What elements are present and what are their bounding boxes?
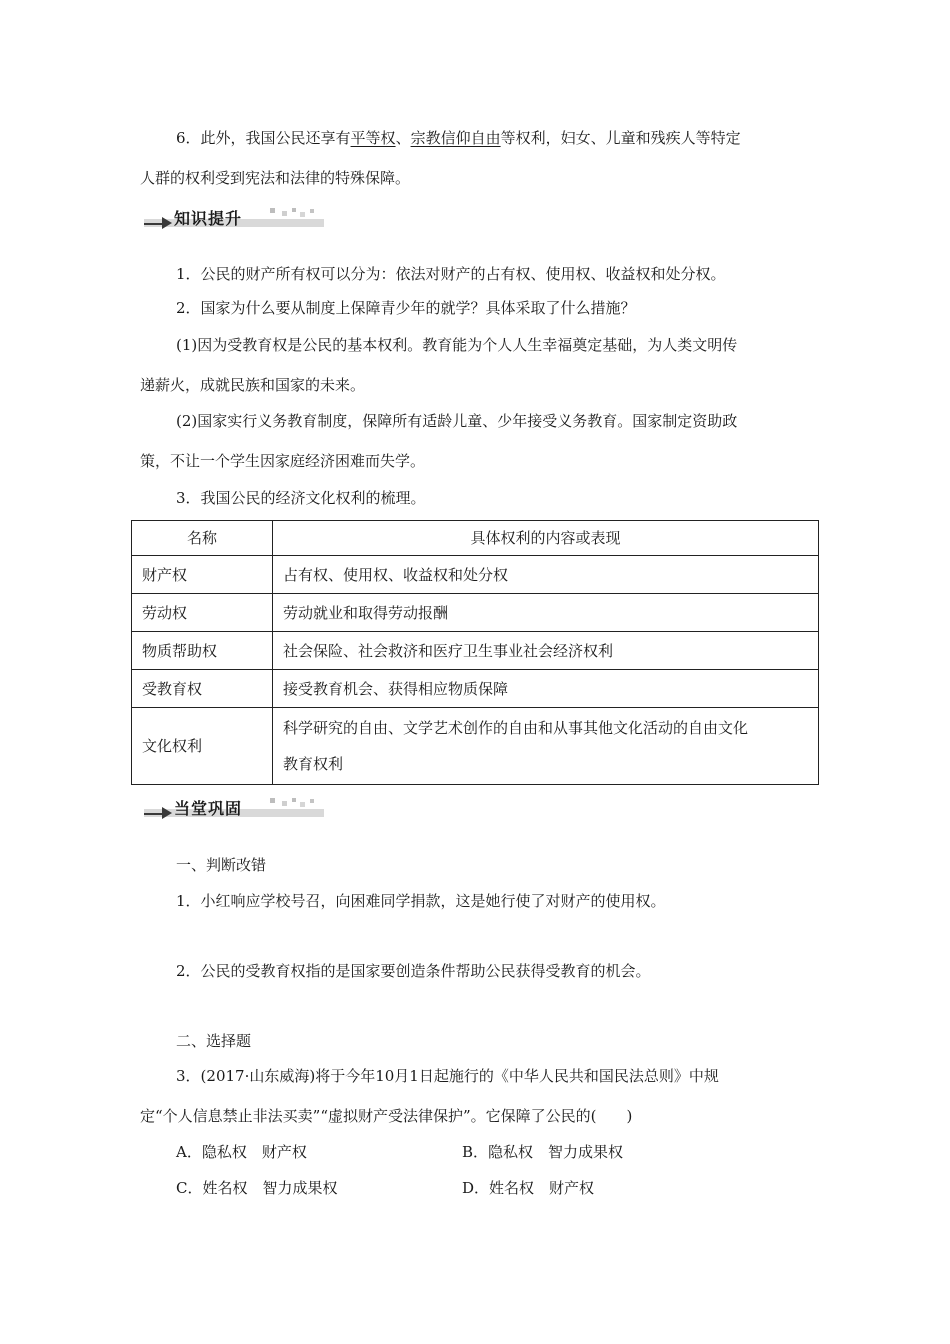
question-1: 1．小红响应学校号召，向困难同学捐款，这是她行使了对财产的使用权。 bbox=[176, 892, 666, 910]
table-cell-name: 文化权利 bbox=[132, 708, 273, 785]
option-a: A．隐私权 财产权 bbox=[176, 1143, 307, 1161]
knowledge-point-2: 2．国家为什么要从制度上保障青少年的就学？具体采取了什么措施？ bbox=[176, 299, 636, 317]
intro-text-suffix: 等权利，妇女、儿童和残疾人等特定 bbox=[500, 129, 741, 147]
question-2: 2．公民的受教育权指的是国家要创造条件帮助公民获得受教育的机会。 bbox=[176, 962, 651, 980]
intro-separator: 、 bbox=[395, 129, 411, 147]
table-row bbox=[132, 708, 819, 785]
knowledge-point-1: 1．公民的财产所有权可以分为：依法对财产的占有权、使用权、收益权和处分权。 bbox=[176, 265, 726, 283]
equality-right-term: 平等权 bbox=[350, 129, 396, 147]
option-b: B．隐私权 智力成果权 bbox=[462, 1143, 624, 1161]
intro-text-prefix: 6．此外，我国公民还享有 bbox=[176, 129, 351, 147]
table-cell-content: 劳动就业和取得劳动报酬 bbox=[273, 594, 819, 632]
knowledge-point-2-answer-2b: 策，不让一个学生因家庭经济困难而失学。 bbox=[140, 452, 426, 470]
table-row bbox=[132, 594, 819, 632]
table-header-name: 名称 bbox=[132, 521, 273, 556]
table-row bbox=[132, 556, 819, 594]
table-cell-content: 社会保险、社会救济和医疗卫生事业社会经济权利 bbox=[273, 632, 819, 670]
table-cell-content: 占有权、使用权、收益权和处分权 bbox=[273, 556, 819, 594]
table-cell-name: 财产权 bbox=[132, 556, 273, 594]
question-3-line-2: 定“个人信息禁止非法买卖”“虚拟财产受法律保护”。它保障了公民的( ) bbox=[140, 1107, 633, 1125]
intro-line-2: 人群的权利受到宪法和法律的特殊保障。 bbox=[140, 169, 411, 187]
rights-table bbox=[131, 520, 819, 785]
table-cell-name: 劳动权 bbox=[132, 594, 273, 632]
table-cell-content-line-2: 教育权利 bbox=[283, 755, 344, 773]
table-cell-name: 物质帮助权 bbox=[132, 632, 273, 670]
table-cell-name: 受教育权 bbox=[132, 670, 273, 708]
knowledge-point-2-answer-1b: 递薪火，成就民族和国家的未来。 bbox=[140, 376, 366, 394]
table-row bbox=[132, 670, 819, 708]
knowledge-point-3: 3．我国公民的经济文化权利的梳理。 bbox=[176, 489, 426, 507]
table-cell-content bbox=[273, 708, 819, 785]
table-header-content: 具体权利的内容或表现 bbox=[273, 521, 819, 556]
question-3-line-1: 3．(2017·山东威海)将于今年10月1日起施行的《中华人民共和国民法总则》中规 bbox=[176, 1067, 719, 1085]
knowledge-point-2-answer-2a: (2)国家实行义务教育制度，保障所有适龄儿童、少年接受义务教育。国家制定资助政 bbox=[176, 412, 738, 430]
section-judgement: 一、判断改错 bbox=[176, 856, 267, 874]
option-d: D．姓名权 财产权 bbox=[462, 1179, 595, 1197]
table-cell-content-line-1: 科学研究的自由、文学艺术创作的自由和从事其他文化活动的自由文化 bbox=[283, 719, 749, 737]
knowledge-banner bbox=[140, 204, 325, 230]
knowledge-banner-title: 知识提升 bbox=[174, 209, 243, 228]
table-header-row bbox=[132, 521, 819, 556]
intro-line-1 bbox=[176, 128, 741, 148]
table-cell-content: 接受教育机会、获得相应物质保障 bbox=[273, 670, 819, 708]
option-c: C．姓名权 智力成果权 bbox=[176, 1179, 338, 1197]
religious-freedom-term: 宗教信仰自由 bbox=[410, 129, 501, 147]
consolidation-banner bbox=[140, 794, 325, 820]
consolidation-banner-title: 当堂巩固 bbox=[174, 799, 243, 818]
knowledge-point-2-answer-1a: (1)因为受教育权是公民的基本权利。教育能为个人人生幸福奠定基础，为人类文明传 bbox=[176, 336, 738, 354]
section-choice: 二、选择题 bbox=[176, 1032, 252, 1050]
table-row bbox=[132, 632, 819, 670]
